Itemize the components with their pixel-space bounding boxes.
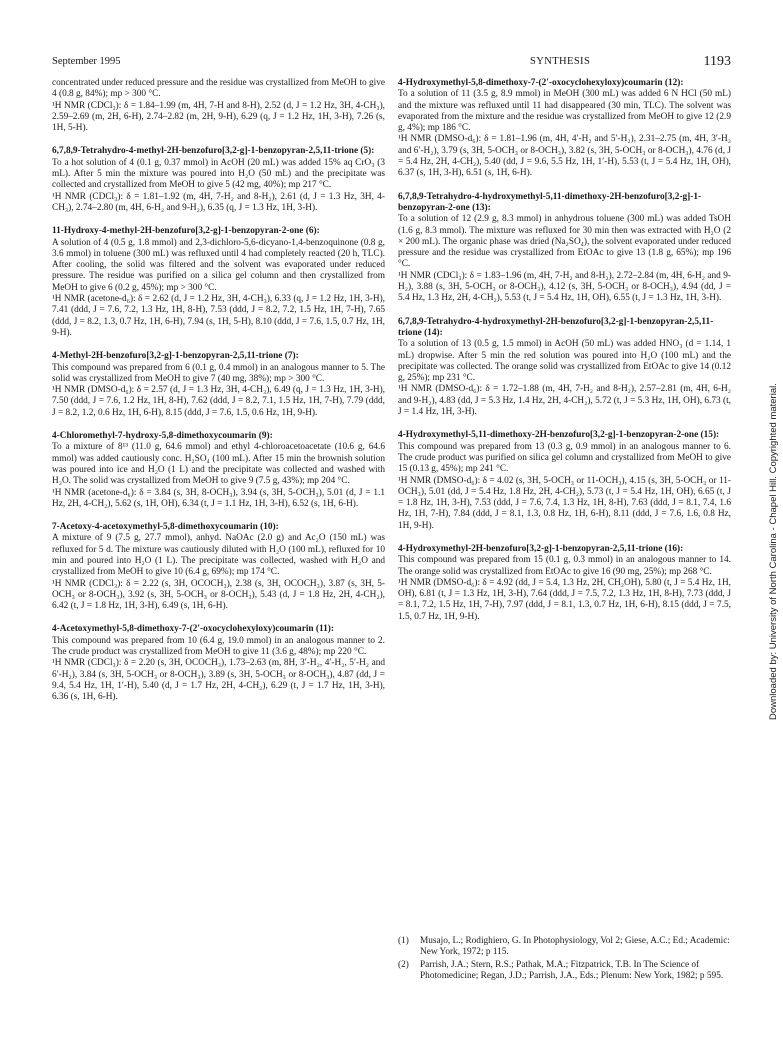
compound-title: 4-Hydroxymethyl-5,8-dimethoxy-7-(2′-oxocyclohexyloxy)coumarin (12): <box>398 78 684 88</box>
reference-text: Parrish, J.A.; Stern, R.S.; Pathak, M.A.; Fitzpatrick, T.B. In The Science of Photomedicine; Regan, J.D.; Parrish, J.A., Eds.; Plenum: New York, 1982; p 595. <box>420 959 724 981</box>
compound-title: 4-Chloromethyl-7-hydroxy-5,8-dimethoxycoumarin (9): <box>52 431 273 442</box>
compound-title: 11-Hydroxy-4-methyl-2H-benzofuro[3,2-g]-1-benzopyran-2-one (6): <box>52 226 320 237</box>
reference-number: (2) <box>398 959 409 970</box>
compound-title: 4-Hydroxymethyl-5,11-dimethoxy-2H-benzofuro[3,2-g]-1-benzopyran-2-one (15): <box>398 430 720 441</box>
compound-title: 6,7,8,9-Tetrahydro-4-hydroxymethyl-5,11-dimethoxy-2H-benzofuro[3,2-g]-1-benzopyran-2-one (13): <box>398 191 702 213</box>
compound-entry-14 <box>398 317 731 419</box>
nmr-data: ¹H NMR (CDCl₃): δ = 2.22 (s, 3H, OCOCH₃), 2.38 (s, 3H, OCOCH₃), 3.87 (s, 3H, 5-OCH₃ or 8-OCH₃), 3.92 (s, 3H, 5-OCH₃ or 8-OCH₃), 5.43 (d, J = 1.8 Hz, 2H, 4-CH₂), 6.42 (t, J = 1.8 Hz, 1H, 3-H), 6.49 (s, 1H, 6-H). <box>52 578 385 612</box>
nmr-data: ¹H NMR (DMSO-d₆): δ = 1.72–1.88 (m, 4H, 7-H₂ and 8-H₂), 2.57–2.81 (m, 4H, 6-H₂ and 9-H₂), 4.83 (dd, J = 5.3 Hz, 1.4 Hz, 2H, 4-CH₂), 5.72 (t, J = 5.3 Hz, 1H, OH), 6.73 (t, J = 1.4 Hz, 1H, 3-H). <box>398 384 731 418</box>
compound-entry-13 <box>398 192 731 305</box>
nmr-data: ¹H NMR (DMSO-d₆): δ = 4.92 (dd, J = 5.4, 1.3 Hz, 2H, CH₂OH), 5.80 (t, J = 5.4 Hz, 1H, OH), 6.81 (t, J = 1.3 Hz, 1H, 3-H), 7.64 (ddd, J = 7.5, 7.2, 1.3 Hz, 1H, 8-H), 7.73 (ddd, J = 8.1, 7.2, 1.5 Hz, 1H, 7-H), 7.97 (ddd, J = 8.1, 1.3, 0.7 Hz, 1H, 6-H), 8.15 (ddd, J = 7.5, 1.5, 0.7 Hz, 1H, 9-H). <box>398 577 731 622</box>
compound-entry-15 <box>398 430 731 532</box>
compound-title: 4-Hydroxymethyl-2H-benzofuro[3,2-g]-1-benzopyran-2,5,11-trione (16): <box>398 543 684 554</box>
compound-title: 6,7,8,9-Tetrahydro-4-hydroxymethyl-2H-benzofuro[3,2-g]-1-benzopyran-2,5,11-trione (14): <box>398 316 714 338</box>
procedure-text: This compound was prepared from 13 (0.3 g, 0.9 mmol) in an analogous manner to 6. The crude product was purified on silica gel column and crystallized from MeOH to give 15 (0.13 g, 45%); mp 241 °C. <box>398 441 731 475</box>
references-list <box>398 936 731 983</box>
procedure-text: A solution of 4 (0.5 g, 1.8 mmol) and 2,3-dichloro-5,6-dicyano-1,4-benzoquinone (0.8 g, 3.6 mmol) in toluene (300 mL) was refluxed until 4 had completely reacted (20 h, TLC). After cooling, the solid was filtered and the solvent was evaporated under reduced pressure. The residue was purified on a silica gel column and then crystallized from MeOH to give 6 (0.2 g, 45%); mp > 300 °C. <box>52 237 385 293</box>
reference-item <box>398 960 731 983</box>
procedure-text: This compound was prepared from 15 (0.1 g, 0.3 mmol) in an analogous manner to 14. The orange solid was crystallized from EtOAc to give 16 (90 mg, 25%); mp 268 °C. <box>398 555 731 577</box>
compound-entry-5 <box>52 146 385 214</box>
compound-entry-6 <box>52 226 385 339</box>
download-notice: Downloaded by: University of North Carolina - Chapel Hill. Copyrighted material. <box>768 383 779 720</box>
compound-entry-10 <box>52 522 385 612</box>
nmr-data: ¹H NMR (acetone-d₆): δ = 3.84 (s, 3H, 8-OCH₃), 3.94 (s, 3H, 5-OCH₃), 5.01 (d, J = 1.1 Hz, 2H, 4-CH₂), 5.62 (s, 1H, OH), 6.34 (t, J = 1.1 Hz, 1H, 3-H), 6.52 (s, 1H, 6-H). <box>52 487 385 509</box>
nmr-data: ¹H NMR (acetone-d₆): δ = 2.62 (d, J = 1.2 Hz, 3H, 4-CH₃), 6.33 (q, J = 1.2 Hz, 1H, 3-H), 7.41 (ddd, J = 7.6, 7.2, 1.3 Hz, 1H, 8-H), 7.53 (ddd, J = 8.2, 7.2, 1.5 Hz, 1H, 7-H), 7.65 (ddd, J = 8.2, 1.3, 0.7 Hz, 1H, 6-H), 7.94 (s, 1H, 5-H), 8.10 (ddd, J = 7.6, 1.5, 0.7 Hz, 1H, 9-H). <box>52 294 386 338</box>
procedure-text: To a solution of 13 (0.5 g, 1.5 mmol) in AcOH (50 mL) was added HNO₃ (d = 1.14, 1 mL) dropwise. After 5 min the red solution was poured into H₂O (100 mL) and the precipitate was collected. The orange solid was crystallized from EtOAc to give 14 (0.12 g, 25%); mp 231 °C. <box>398 339 731 384</box>
left-column <box>52 78 385 716</box>
procedure-text: A mixture of 9 (7.5 g, 27.7 mmol), anhyd. NaOAc (2.0 g) and Ac₂O (150 mL) was refluxed for 5 d. The mixture was cautiously diluted with H₂O (100 mL), refluxed for 10 min and poured into H₂O (1 L). The precipitate was collected, washed with H₂O and crystallized from MeOH to give 10 (6.4 g, 69%); mp 174 °C. <box>52 533 385 578</box>
intro-nmr: ¹H NMR (CDCl₃): δ = 1.84–1.99 (m, 4H, 7-H and 8-H), 2.52 (d, J = 1.2 Hz, 3H, 4-CH₃), 2.59–2.69 (m, 2H, 6-H), 2.74–2.82 (m, 2H, 9-H), 6.29 (q, J = 1.2 Hz, 1H, 3-H), 7.26 (s, 1H, 5-H). <box>52 100 385 134</box>
page-number: 1193 <box>703 54 731 69</box>
compound-entry-9 <box>52 431 385 510</box>
right-column <box>398 78 731 635</box>
nmr-data: ¹H NMR (DMSO-d₆): δ = 1.81–1.96 (m, 4H, 4′-H₂ and 5′-H₂), 2.31–2.75 (m, 4H, 3′-H₂ and 6′-H₂), 3.79 (s, 3H, 5-OCH₃ or 8-OCH₃), 3.82 (s, 3H, 5-OCH₃ or 8-OCH₃), 4.76 (d, J = 5.4 Hz, 2H, 4-CH₂), 5.40 (dd, J = 9.6, 5.5 Hz, 1H, 1′-H), 5.53 (t, J = 5.4 Hz, 1H, OH), 6.37 (s, 1H, 3-H), 6.51 (s, 1H, 6-H). <box>398 134 731 179</box>
nmr-data: ¹H NMR (CDCl₃): δ = 1.83–1.96 (m, 4H, 7-H₂ and 8-H₂), 2.72–2.84 (m, 4H, 6-H₂ and 9-H₂), 3.88 (s, 3H, 5-OCH₃ or 8-OCH₃), 4.12 (s, 3H, 5-OCH₃ or 8-OCH₃), 4.94 (dd, J = 5.4 Hz, 1.3 Hz, 2H, 4-CH₂), 5.53 (t, J = 5.4 Hz, 1H, OH), 6.55 (t, J = 1.3 Hz, 1H, 3-H). <box>398 270 731 304</box>
compound-entry-7 <box>52 351 385 419</box>
page-header <box>52 56 731 72</box>
compound-title: 4-Acetoxymethyl-5,8-dimethoxy-7-(2′-oxocyclohexyloxy)coumarin (11): <box>52 624 334 635</box>
issue-date: September 1995 <box>52 56 121 67</box>
procedure-text: To a solution of 12 (2.9 g, 8.3 mmol) in anhydrous toluene (300 mL) was added TsOH (1.6 g, 8.3 mmol). The mixture was refluxed for 30 min then was extracted with H₂O (2 × 200 mL). The organic phase was dried (Na₂SO₄), the solvent evaporated under reduced pressure and the residue was crystallized from EtOAc to give 13 (1.8 g, 65%); mp 196 °C. <box>398 214 731 270</box>
nmr-data: ¹H NMR (CDCl₃): δ = 2.20 (s, 3H, OCOCH₃), 1.73–2.63 (m, 8H, 3′-H₂, 4′-H₂, 5′-H₂ and 6′-H₂), 3.84 (s, 3H, 5-OCH₃ or 8-OCH₃), 3.89 (s, 3H, 5-OCH₃ or 8-OCH₃), 4.87 (dd, J = 9.4, 5.4 Hz, 1H, 1′-H), 5.40 (d, J = 1.7 Hz, 2H, 4-CH₂), 6.29 (t, J = 1.7 Hz, 1H, 3-H), 6.36 (s, 1H, 6-H). <box>52 658 385 703</box>
intro-block <box>52 78 385 134</box>
nmr-data: ¹H NMR (CDCl₃): δ = 1.81–1.92 (m, 4H, 7-H₂ and 8-H₂), 2.61 (d, J = 1.3 Hz, 3H, 4-CH₃), 2.74–2.80 (m, 4H, 6-H₂ and 9-H₂), 6.35 (q, J = 1.3 Hz, 1H, 3-H). <box>52 191 385 213</box>
compound-entry-12 <box>398 78 731 180</box>
compound-title: 6,7,8,9-Tetrahydro-4-methyl-2H-benzofuro[3,2-g]-1-benzopyran-2,5,11-trione (5): <box>52 146 375 157</box>
compound-entry-11 <box>52 624 385 703</box>
procedure-text: To a solution of 11 (3.5 g, 8.9 mmol) in MeOH (300 mL) was added 6 N HCl (50 mL) and the mixture was refluxed until 11 had disappeared (30 min, TLC). The solvent was evaporated from the mixture and the residue was crystallized from MeOH to give 12 (2.9 g, 4%); mp 186 °C. <box>398 89 731 134</box>
compound-title: 7-Acetoxy-4-acetoxymethyl-5,8-dimethoxycoumarin (10): <box>52 522 279 533</box>
nmr-data: ¹H NMR (DMSO-d₆): δ = 2.57 (d, J = 1.3 Hz, 3H, 4-CH₃), 6.49 (q, J = 1.3 Hz, 1H, 3-H), 7.50 (ddd, J = 7.6, 1.2 Hz, 1H, 8-H), 7.62 (ddd, J = 8.2, 7.1, 1.5 Hz, 1H, 7-H), 7.79 (ddd, J = 8.2, 1.2, 0.6 Hz, 1H, 6-H), 8.15 (ddd, J = 7.6, 1.5, 0.6 Hz, 1H, 9-H). <box>52 385 385 418</box>
compound-entry-16 <box>398 544 731 623</box>
intro-text: concentrated under reduced pressure and the residue was crystallized from MeOH to give 4 (0.8 g, 84%); mp > 300 °C. <box>52 78 386 100</box>
nmr-data: ¹H NMR (DMSO-d₆): δ = 4.02 (s, 3H, 5-OCH₃ or 11-OCH₃), 4.15 (s, 3H, 5-OCH₃ or 11-OCH₃), 5.01 (dd, J = 5.4 Hz, 1.8 Hz, 2H, 4-CH₂), 5.73 (t, J = 5.4 Hz, 1H, OH), 6.65 (t, J = 1.8 Hz, 1H, 3-H), 7.53 (ddd, J = 7.6, 7.4, 1.3 Hz, 1H, 8-H), 7.63 (ddd, J = 8.1, 7.4, 1.6 Hz, 1H, 7-H), 7.84 (ddd, J = 8.1, 1.3, 0.8 Hz, 1H, 6-H), 8.11 (ddd, J = 7.6, 1.6, 0.8 Hz, 1H, 9-H). <box>398 475 731 531</box>
procedure-text: This compound was prepared from 10 (6.4 g, 19.0 mmol) in an analogous manner to 2. The crude product was crystallized from MeOH to give 11 (3.6 g, 48%); mp 220 °C. <box>52 635 385 658</box>
procedure-text: This compound was prepared from 6 (0.1 g, 0.4 mmol) in an analogous manner to 5. The solid was crystallized from MeOH to give 7 (40 mg, 38%); mp > 300 °C. <box>52 362 385 384</box>
procedure-text: To a mixture of 8¹³ (11.0 g, 64.6 mmol) and ethyl 4-chloroacetoacetate (10.6 g, 64.6 mmol) was added cautiously conc. H₂SO₄ (100 mL). After 15 min the brownish solution was poured into ice and H₂O (1 L) and the precipitate was collected and washed with H₂O. The solid was crystallized from MeOH to give 9 (7.5 g, 43%); mp 204 °C. <box>52 442 385 487</box>
reference-text: Musajo, L.; Rodighiero, G. In Photophysiology, Vol 2; Giese, A.C.; Ed.; Academic: New York, 1972; p 115. <box>420 936 730 958</box>
compound-title: 4-Methyl-2H-benzofuro[3,2-g]-1-benzopyran-2,5,11-trione (7): <box>52 351 299 362</box>
procedure-text: To a hot solution of 4 (0.1 g, 0.37 mmol) in AcOH (20 mL) was added 15% aq CrO₃ (3 mL). After 5 min the mixture was poured into H₂O (50 mL) and the precipitate was collected and crystallized from MeOH to give 5 (42 mg, 40%); mp 217 °C. <box>52 157 385 191</box>
reference-number: (1) <box>398 936 409 946</box>
journal-name: SYNTHESIS <box>530 56 591 67</box>
reference-item <box>398 936 731 959</box>
